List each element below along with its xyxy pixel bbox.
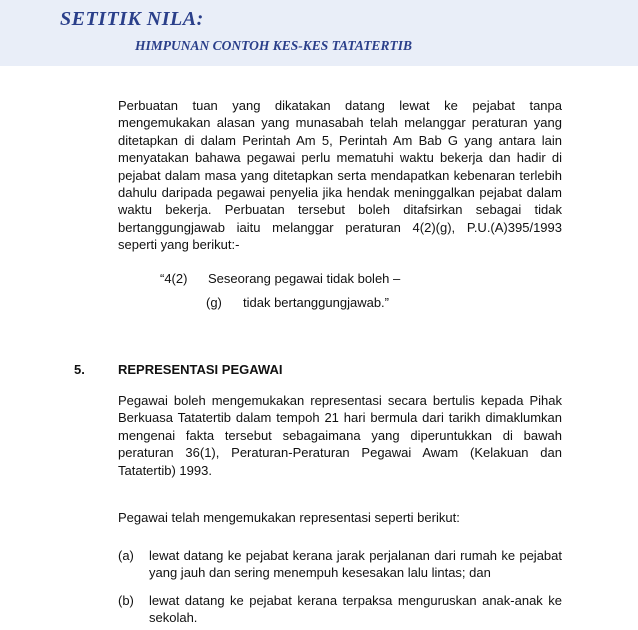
section-number: 5. xyxy=(74,362,85,377)
paragraph-perbuatan: Perbuatan tuan yang dikatakan datang lewat ke pejabat tanpa mengemukakan alasan yang munasabah telah melanggar peraturan yang ditetapkan di dalam Perintah Am 5, Perintah Am Bab G yang antara lain menyatakan bahawa pegawai perlu mematuhi waktu bekerja dan hadir di pejabat dalam masa yang ditetapkan serta mendapatkan kebenaran terlebih dahulu daripada pegawai penyelia jika hendak meninggalkan pejabat dalam waktu bekerja. Perbuatan tersebut boleh ditafsirkan sebagai tidak bertanggungjawab iaitu melanggar peraturan 4(2)(g), P.U.(A)395/1993 seperti yang berikut:- xyxy=(118,98,562,253)
header-subtitle: HIMPUNAN CONTOH KES-KES TATATERTIB xyxy=(135,38,412,53)
page-header xyxy=(0,0,638,66)
quote-sub-number: (g) xyxy=(206,295,222,310)
paragraph-intro-list: Pegawai telah mengemukakan representasi seperti berikut: xyxy=(118,510,460,525)
section-heading: REPRESENTASI PEGAWAI xyxy=(118,362,283,377)
quote-rule-text: Seseorang pegawai tidak boleh – xyxy=(208,271,401,286)
list-item-text: lewat datang ke pejabat kerana jarak perjalanan dari rumah ke pejabat yang jauh dan sering menempuh kesesakan lalu lintas; dan xyxy=(149,548,562,581)
list-item-text: lewat datang ke pejabat kerana terpaksa menguruskan anak-anak ke sekolah. xyxy=(149,593,562,626)
header-title: SETITIK NILA: xyxy=(60,8,204,30)
list-item-label: (a) xyxy=(118,548,134,563)
quote-sub-text: tidak bertanggungjawab.” xyxy=(243,295,389,310)
quote-rule-number: “4(2) xyxy=(160,271,188,286)
list-item-label: (b) xyxy=(118,593,134,608)
paragraph-representasi: Pegawai boleh mengemukakan representasi secara bertulis kepada Pihak Berkuasa Tatatertib dalam tempoh 21 hari bermula dari tarikh dimaklumkan mengenai fakta tersebut sebagaimana yang diperuntukkan di bawah peraturan 36(1), Peraturan-Peraturan Pegawai Awam (Kelakuan dan Tatatertib) 1993. xyxy=(118,393,562,478)
